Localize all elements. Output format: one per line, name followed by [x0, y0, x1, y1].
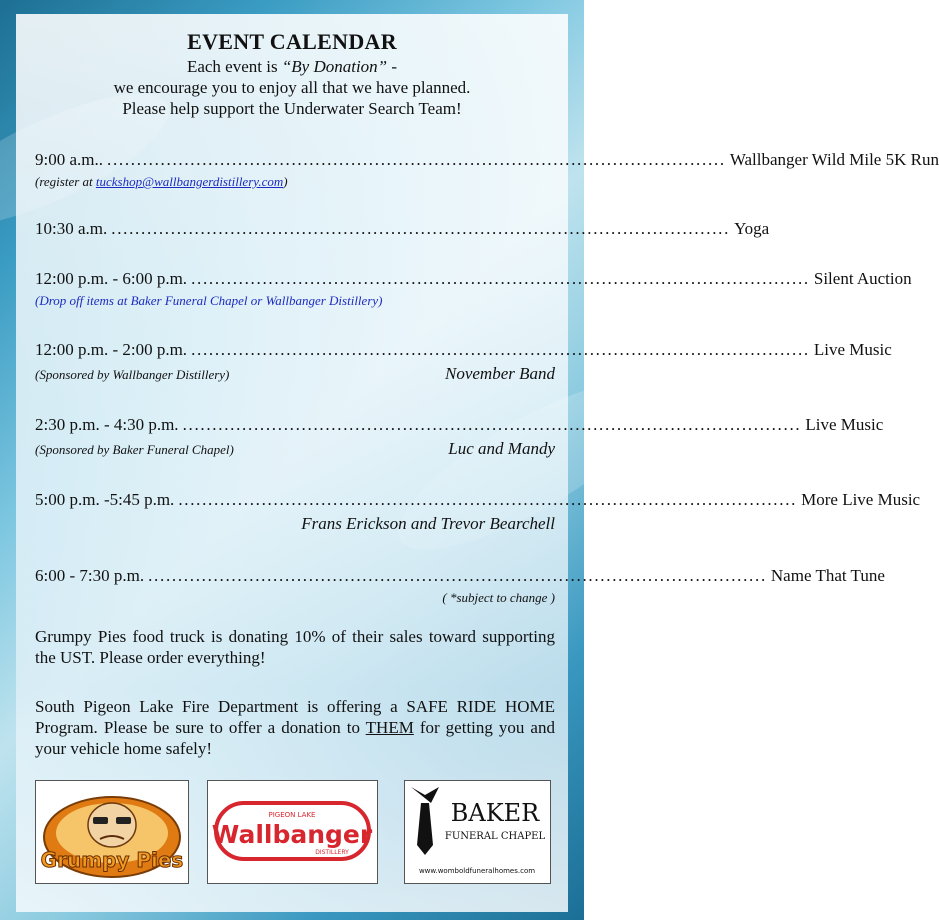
grumpy-pies-wordmark: Grumpy Pies — [40, 848, 184, 872]
grumpy-pies-logo — [35, 780, 189, 884]
intro-line-2: we encourage you to enjoy all that we have planned. — [113, 78, 471, 97]
event-note: (Drop off items at Baker Funeral Chapel or Wallbanger Distillery) — [35, 293, 383, 308]
event-name: Silent Auction — [813, 269, 912, 288]
calendar-card — [16, 14, 939, 912]
header — [16, 28, 568, 119]
wallbanger-wordmark: Wallbanger — [211, 820, 373, 849]
performer: Frans Erickson and Trevor Bearchell — [301, 514, 555, 533]
event-name: Live Music — [813, 340, 892, 359]
event-time: 12:00 p.m. - 2:00 p.m. — [35, 340, 188, 359]
food-truck-paragraph: Grumpy Pies food truck is donating 10% of their sales toward supporting the UST. Please order everything! — [35, 627, 555, 667]
dot-leader: ........................................................................................................ — [107, 150, 726, 169]
dot-leader: ........................................................................................................ — [178, 490, 798, 509]
wallbanger-logo — [207, 780, 378, 884]
event-row — [35, 490, 921, 534]
register-email-link[interactable]: tuckshop@wallbangerdistillery.com — [95, 174, 284, 189]
event-row — [35, 269, 912, 309]
baker-website: www.womboldfuneralhomes.com — [418, 867, 536, 875]
event-time: 12:00 p.m. - 6:00 p.m. — [35, 269, 188, 288]
performer: November Band — [444, 364, 555, 383]
event-note: (Sponsored by Wallbanger Distillery) November Band — [35, 364, 555, 383]
event-row — [35, 566, 885, 606]
event-row — [35, 150, 939, 190]
event-name: More Live Music — [801, 490, 921, 509]
safe-ride-paragraph: South Pigeon Lake Fire Department is offering a SAFE RIDE HOME Program. Please be sure to offer a donation to THEM for getting you and your vehicle home safely! — [35, 697, 555, 758]
baker-wordmark: BAKER — [450, 799, 540, 827]
performer: Luc and Mandy — [448, 439, 555, 458]
dot-leader: ........................................................................................................ — [111, 219, 731, 238]
baker-funeral-chapel-logo — [404, 780, 551, 884]
event-name: Wallbanger Wild Mile 5K Run — [729, 150, 939, 169]
event-row — [35, 340, 892, 384]
necktie-icon — [417, 803, 433, 855]
bow-tie-icon — [411, 787, 439, 803]
event-name: Live Music — [805, 415, 884, 434]
grumpy-pies-logo-art — [36, 781, 188, 883]
event-time: 10:30 a.m. — [35, 219, 108, 238]
dot-leader: ........................................................................................................ — [148, 566, 767, 585]
event-name: Yoga — [734, 219, 770, 238]
event-time: 2:30 p.m. - 4:30 p.m. — [35, 415, 179, 434]
dot-leader: ........................................................................................................ — [191, 269, 810, 288]
dot-leader: ........................................................................................................ — [191, 340, 810, 359]
event-time: 6:00 - 7:30 p.m. — [35, 566, 145, 585]
event-note: (Sponsored by Baker Funeral Chapel) Luc and Mandy — [35, 439, 555, 458]
event-row — [35, 415, 884, 459]
wallbanger-logo-art — [208, 781, 377, 883]
intro-line-1: Each event is “By Donation” - — [186, 57, 398, 76]
wallbanger-sub-text: DISTILLERY — [315, 849, 349, 856]
page-title: EVENT CALENDAR — [187, 29, 397, 54]
baker-subtitle: FUNERAL CHAPEL — [444, 831, 546, 842]
event-name: Name That Tune — [770, 566, 885, 585]
event-time: 9:00 a.m.. — [35, 150, 103, 169]
event-row — [35, 219, 770, 239]
event-note: ( *subject to change ) — [442, 590, 555, 605]
event-time: 5:00 p.m. -5:45 p.m. — [35, 490, 175, 509]
baker-logo-art — [405, 781, 550, 883]
intro-line-3: Please help support the Underwater Search Team! — [122, 99, 462, 118]
wallbanger-top-text: PIGEON LAKE — [268, 811, 316, 819]
dot-leader: ........................................................................................................ — [182, 415, 802, 434]
event-note — [35, 514, 555, 534]
event-note: (register at tuckshop@wallbangerdistillery.com) — [35, 174, 288, 189]
